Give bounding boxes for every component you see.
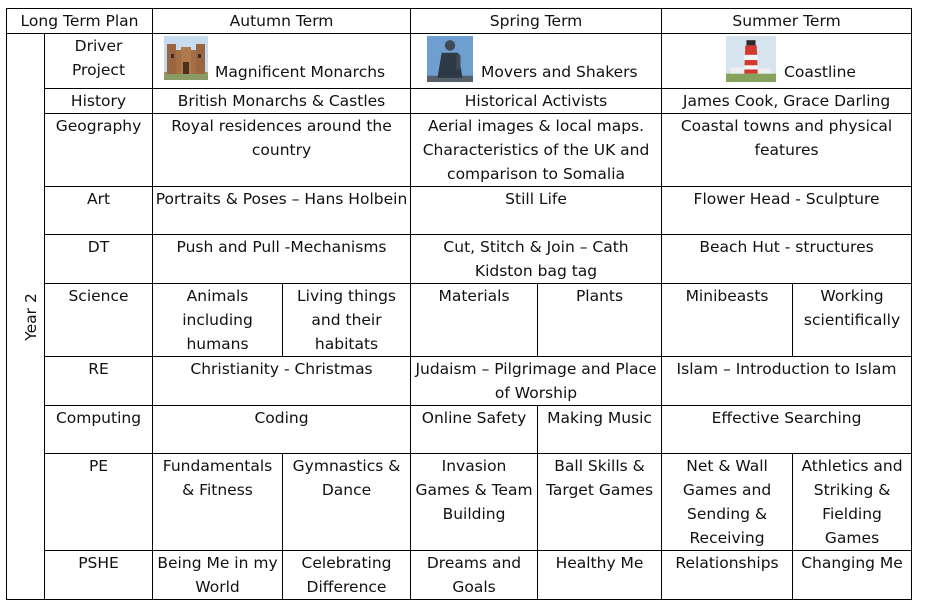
re-spring: Judaism – Pilgrimage and Place of Worship	[411, 357, 662, 406]
geography-summer: Coastal towns and physical features	[662, 114, 912, 187]
driver-autumn-cell	[153, 34, 411, 89]
driver-spring-cell	[411, 34, 662, 89]
computing-spring-1: Online Safety	[411, 406, 538, 454]
geography-spring: Aerial images & local maps. Characteristics of the UK and comparison to Somalia	[411, 114, 662, 187]
geography-label: Geography	[45, 114, 153, 187]
science-spring-1: Materials	[411, 284, 538, 357]
art-row	[7, 187, 912, 235]
pshe-summer-2: Changing Me	[793, 551, 912, 600]
header-row	[7, 9, 912, 34]
pshe-autumn-1: Being Me in my World	[153, 551, 283, 600]
statue-photo-icon	[427, 36, 473, 80]
pshe-label: PSHE	[45, 551, 153, 600]
science-summer-2: Working scientifically	[793, 284, 912, 357]
science-spring-2: Plants	[538, 284, 662, 357]
pe-row	[7, 454, 912, 551]
history-summer: James Cook, Grace Darling	[662, 89, 912, 114]
re-autumn: Christianity - Christmas	[153, 357, 411, 406]
geography-row	[7, 114, 912, 187]
computing-autumn: Coding	[153, 406, 411, 454]
science-summer-1: Minibeasts	[662, 284, 793, 357]
driver-summer: Coastline	[784, 63, 856, 81]
computing-spring-2: Making Music	[538, 406, 662, 454]
art-autumn: Portraits & Poses – Hans Holbein	[153, 187, 411, 235]
dt-row	[7, 235, 912, 284]
pe-autumn-1: Fundamentals & Fitness	[153, 454, 283, 551]
pshe-spring-2: Healthy Me	[538, 551, 662, 600]
autumn-term-header: Autumn Term	[153, 9, 411, 34]
dt-summer: Beach Hut - structures	[662, 235, 912, 284]
driver-project-row	[7, 34, 912, 89]
pe-summer-1: Net & Wall Games and Sending & Receiving	[662, 454, 793, 551]
summer-term-header: Summer Term	[662, 9, 912, 34]
computing-row	[7, 406, 912, 454]
re-label: RE	[45, 357, 153, 406]
driver-summer-cell	[662, 34, 912, 89]
history-label: History	[45, 89, 153, 114]
pshe-summer-1: Relationships	[662, 551, 793, 600]
science-autumn-1: Animals including humans	[153, 284, 283, 357]
science-label: Science	[45, 284, 153, 357]
driver-spring: Movers and Shakers	[481, 63, 638, 81]
castle-photo-icon	[164, 36, 208, 80]
pe-label: PE	[45, 454, 153, 551]
driver-project-label: Driver Project	[45, 34, 153, 89]
dt-label: DT	[45, 235, 153, 284]
pshe-spring-1: Dreams and Goals	[411, 551, 538, 600]
long-term-plan-table	[6, 8, 912, 600]
history-autumn: British Monarchs & Castles	[153, 89, 411, 114]
re-summer: Islam – Introduction to Islam	[662, 357, 912, 406]
pe-spring-1: Invasion Games & Team Building	[411, 454, 538, 551]
lighthouse-photo-icon	[726, 36, 776, 80]
dt-spring: Cut, Stitch & Join – Cath Kidston bag tag	[411, 235, 662, 284]
year-label: Year 2	[21, 292, 40, 341]
pshe-autumn-2: Celebrating Difference	[283, 551, 411, 600]
plan-title: Long Term Plan	[7, 9, 153, 34]
history-row	[7, 89, 912, 114]
spring-term-header: Spring Term	[411, 9, 662, 34]
re-row	[7, 357, 912, 406]
art-summer: Flower Head - Sculpture	[662, 187, 912, 235]
art-label: Art	[45, 187, 153, 235]
driver-autumn: Magnificent Monarchs	[215, 63, 386, 81]
science-autumn-2: Living things and their habitats	[283, 284, 411, 357]
art-spring: Still Life	[411, 187, 662, 235]
science-row	[7, 284, 912, 357]
dt-autumn: Push and Pull -Mechanisms	[153, 235, 411, 284]
geography-autumn: Royal residences around the country	[153, 114, 411, 187]
pe-spring-2: Ball Skills & Target Games	[538, 454, 662, 551]
pe-autumn-2: Gymnastics & Dance	[283, 454, 411, 551]
computing-label: Computing	[45, 406, 153, 454]
year-label-cell	[7, 34, 45, 600]
pshe-row	[7, 551, 912, 600]
computing-summer: Effective Searching	[662, 406, 912, 454]
pe-summer-2: Athletics and Striking & Fielding Games	[793, 454, 912, 551]
history-spring: Historical Activists	[411, 89, 662, 114]
